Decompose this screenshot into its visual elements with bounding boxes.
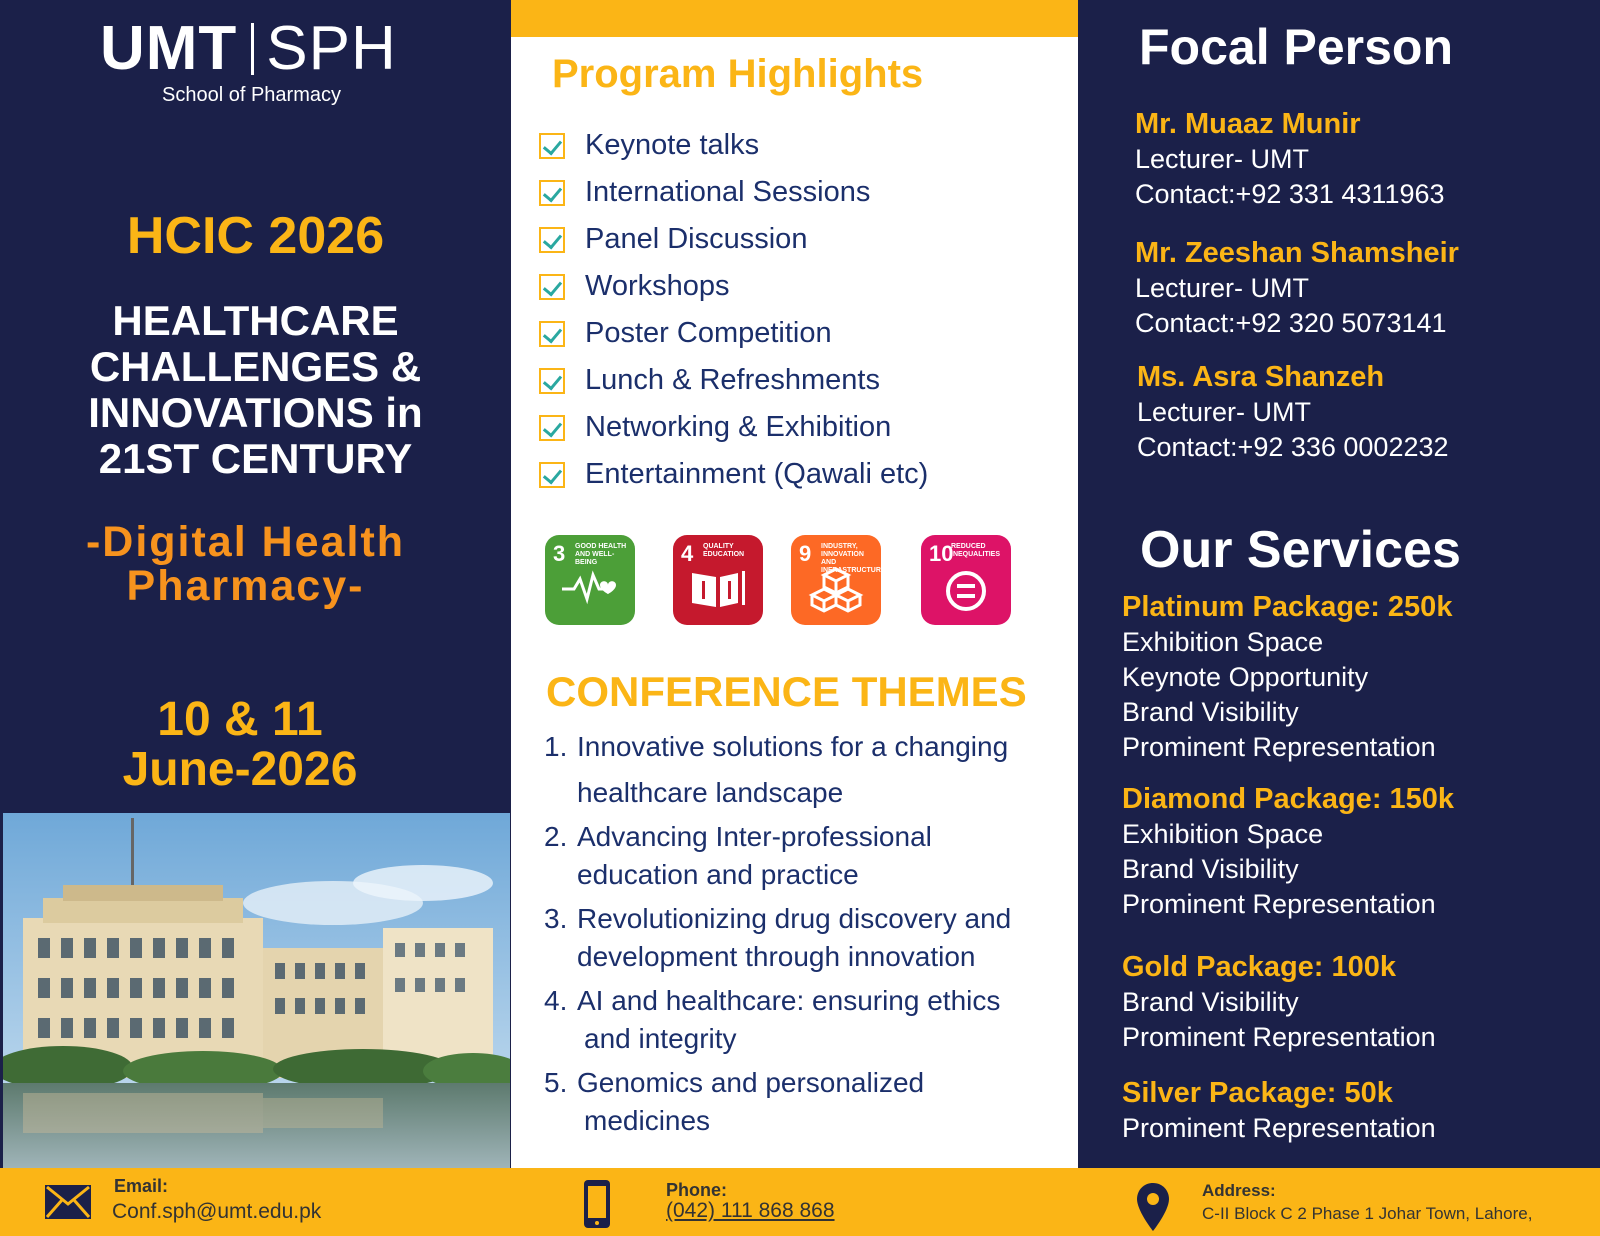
book-icon [688,567,748,609]
person-role: Lecturer- UMT [1135,273,1310,303]
left-panel [0,0,511,1168]
theme-number: 1. [544,731,568,762]
theme-text: healthcare landscape [577,777,844,808]
our-services-title: Our Services [1140,521,1461,579]
theme-text: development through innovation [577,941,976,972]
program-highlights-title: Program Highlights [552,52,924,96]
package-feature: Exhibition Space [1122,819,1324,849]
phone-link[interactable]: (042) 111 868 868 [666,1199,835,1222]
subtitle-line: -Digital Health [85,518,406,566]
contact-footer [0,1168,1600,1236]
sdg-9-tile [791,535,886,625]
logo-umt-text: UMT [100,14,238,83]
right-panel [1078,0,1600,1168]
checkbox-icon [539,180,565,206]
package-feature: Prominent Representation [1122,1113,1436,1143]
list-item [537,169,928,216]
mail-icon [44,1184,92,1220]
conference-subtitle [40,520,451,608]
list-item [544,1064,1064,1140]
person-name: Mr. Muaaz Munir [1135,108,1361,140]
focal-person-card [1137,360,1449,465]
themes-list [544,728,1064,1146]
date-line: June-2026 [122,743,358,796]
logo-divider [251,23,254,75]
logo-sph-text: SPH [266,14,397,83]
subtitle-line: Pharmacy- [126,562,365,610]
theme-number: 3. [544,903,568,934]
person-name: Mr. Zeeshan Shamsheir [1135,237,1459,269]
package-name: Gold Package: 100k [1122,951,1397,983]
theme-text: Revolutionizing drug discovery and [577,903,1012,934]
person-contact: Contact:+92 336 0002232 [1137,432,1449,462]
package-name: Platinum Package: 250k [1122,591,1453,623]
sdg-label: GOOD HEALTH AND WELL-BEING [575,543,627,566]
package-feature: Brand Visibility [1122,854,1299,884]
highlights-list [537,122,928,498]
conference-title-line: INNOVATIONS in [88,389,423,436]
cubes-icon [806,567,866,613]
person-contact: Contact:+92 331 4311963 [1135,179,1445,209]
person-name: Ms. Asra Shanzeh [1137,361,1385,393]
theme-text: and integrity [584,1023,737,1054]
package-feature: Prominent Representation [1122,1022,1436,1052]
highlight-label: Panel Discussion [585,223,808,255]
theme-text: Genomics and personalized [577,1067,925,1098]
address-value: C-II Block C 2 Phase 1 Johar Town, Lahore, [1202,1204,1533,1223]
list-item [537,451,928,498]
theme-number: 4. [544,985,568,1016]
location-pin-icon [1135,1181,1171,1233]
highlight-label: International Sessions [585,176,871,208]
person-role: Lecturer- UMT [1137,397,1312,427]
footer-phone [582,1168,882,1236]
umt-sph-logo [100,14,420,113]
list-item [537,404,928,451]
address-label: Address: [1202,1181,1276,1200]
sdg-label: INDUSTRY, INNOVATION AND INFRASTRUCTURE [821,543,886,574]
sdg-number: 9 [799,541,812,566]
top-accent-bar [511,0,1078,37]
sdg-label: REDUCED INEQUALITIES [951,543,1001,558]
highlight-label: Keynote talks [585,129,760,161]
heartbeat-icon [560,567,620,607]
list-item [544,728,1064,812]
conference-title [60,298,451,482]
conference-title-line: HEALTHCARE [112,297,399,344]
focal-person-card [1135,107,1445,212]
theme-text: education and practice [577,859,859,890]
sdg-number: 3 [553,541,566,566]
sdg-10-tile [921,535,1011,625]
conference-title-line: 21ST CENTURY [98,435,413,482]
event-dates [60,695,420,795]
middle-panel [511,0,1078,1168]
date-line: 10 & 11 [157,693,323,746]
event-code: HCIC 2026 [126,207,385,265]
highlight-label: Networking & Exhibition [585,411,892,443]
sdg-3-tile [545,535,635,625]
package-feature: Prominent Representation [1122,732,1436,762]
sdg-icons-row [545,535,1025,627]
list-item [544,818,1064,894]
footer-email [44,1168,344,1236]
footer-address [1135,1168,1595,1236]
package-card [1122,950,1436,1055]
logo-subtitle: School of Pharmacy [162,84,341,106]
checkbox-icon [539,462,565,488]
theme-text: Innovative solutions for a changing [577,731,1009,762]
phone-label: Phone: [666,1180,727,1200]
package-feature: Brand Visibility [1122,987,1299,1017]
theme-text: AI and healthcare: ensuring ethics [577,985,1001,1016]
package-card [1122,1076,1436,1146]
theme-number: 5. [544,1067,568,1098]
sdg-number: 4 [681,541,694,566]
theme-number: 2. [544,821,568,852]
conference-title-line: CHALLENGES & [89,343,422,390]
focal-person-title: Focal Person [1139,19,1453,75]
email-label: Email: [114,1176,169,1196]
campus-building-photo [3,813,510,1168]
sdg-label: QUALITY EDUCATION [703,543,745,558]
package-feature: Brand Visibility [1122,697,1299,727]
email-value[interactable]: Conf.sph@umt.edu.pk [112,1200,322,1223]
theme-text: Advancing Inter-professional [577,821,932,852]
highlight-label: Lunch & Refreshments [585,364,880,396]
mobile-phone-icon [582,1178,612,1230]
package-feature: Exhibition Space [1122,627,1324,657]
package-feature: Keynote Opportunity [1122,662,1369,692]
list-item [544,982,1064,1058]
person-contact: Contact:+92 320 5073141 [1135,308,1447,338]
checkbox-icon [539,415,565,441]
package-card [1122,782,1454,922]
package-card [1122,590,1452,765]
sdg-number: 10 [929,541,954,566]
conference-themes-title: CONFERENCE THEMES [546,668,1027,715]
list-item [544,900,1064,976]
list-item [537,357,928,404]
focal-person-card [1135,236,1459,341]
package-name: Silver Package: 50k [1122,1077,1393,1109]
equals-circle-icon [936,567,996,613]
checkbox-icon [539,227,565,253]
package-feature: Prominent Representation [1122,889,1436,919]
list-item [537,310,928,357]
theme-text: medicines [584,1105,711,1136]
list-item [537,216,928,263]
sdg-4-tile [673,535,763,625]
list-item [537,122,928,169]
highlight-label: Poster Competition [585,317,832,349]
checkbox-icon [539,368,565,394]
list-item [537,263,928,310]
person-role: Lecturer- UMT [1135,144,1310,174]
highlight-label: Workshops [585,270,730,302]
checkbox-icon [539,274,565,300]
package-name: Diamond Package: 150k [1122,783,1455,815]
checkbox-icon [539,321,565,347]
checkbox-icon [539,133,565,159]
highlight-label: Entertainment (Qawali etc) [585,458,929,490]
